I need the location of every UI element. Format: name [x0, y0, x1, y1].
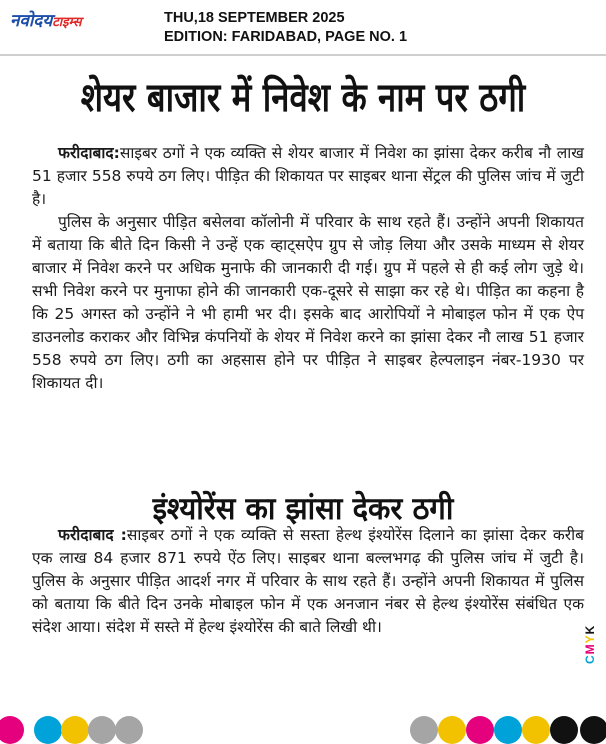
logo-part2: टाइम्स — [52, 15, 82, 30]
registration-dot-yellow — [522, 716, 550, 744]
article1-lead-text: साइबर ठगों ने एक व्यक्ति से शेयर बाजार में निवेश का झांसा देकर करीब नौ लाख 51 हजार 558 रुपये ठग लिए। पीड़ित की शिकायत पर साइबर थाना सेंट्रल की पुलिस जांच में जुटी है। — [32, 144, 584, 208]
article2-paragraph1 — [32, 524, 584, 639]
cmyk-c: C — [583, 654, 597, 664]
cmyk-y: Y — [583, 634, 597, 644]
edition-info — [164, 9, 407, 47]
masthead — [0, 0, 606, 52]
registration-dot-yellow — [438, 716, 466, 744]
registration-dot-yellow — [61, 716, 89, 744]
registration-dot-black — [550, 716, 578, 744]
article1-body — [32, 142, 584, 395]
newspaper-logo — [10, 8, 82, 31]
issue-date: THU,18 SEPTEMBER 2025 — [164, 10, 345, 26]
article1-paragraph2: पुलिस के अनुसार पीड़ित बसेलवा कॉलोनी में परिवार के साथ रहते हैं। उन्होंने अपनी शिकायत में बताया कि बीते दिन किसी ने उन्हें एक व्हाट्सऐप ग्रुप से जोड़ लिया और उसके माध्यम से शेयर बाजार में निवेश करने पर अधिक मुनाफे की जानकारी दी गई। ग्रुप में पहले से ही कई लोग जुड़े थे। सभी निवेश करने पर मुनाफा होने की जानकारी एक-दूसरे से साझा कर रहे थे। पीड़ित का कहना है कि 25 अगस्त को उन्होंने ने भी हामी भर दी। इसके बाद आरोपियों ने मोबाइल फोन में एक ऐप डाउनलोड कराकर और विभिन्न कंपनियों के शेयर में निवेश करने का झांसा देकर नौ लाख 51 हजार 558 रुपये ठग लिए। ठगी का अहसास होने पर पीड़ित ने साइबर हेल्पलाइन नंबर-1930 पर शिकायत दी। — [32, 213, 584, 392]
article2-headline: इंश्योरेंस का झांसा देकर ठगी — [152, 491, 454, 527]
registration-dot-black — [580, 716, 606, 744]
registration-dot-gray — [115, 716, 143, 744]
article1-paragraph1 — [32, 142, 584, 211]
article2-lead-text: साइबर ठगों ने एक व्यक्ति से सस्ता हेल्थ इंश्योरेंस दिलाने का झांसा देकर करीब एक लाख 84 हजार 871 रुपये ऐंठ लिए। साइबर थाना बल्लभगढ़ की पुलिस जांच में जुटी है। पुलिस के अनुसार पीड़ित आदर्श नगर में परिवार के साथ रहते हैं। उन्होंने अपनी शिकायत में पुलिस को बताया कि बीते दिन उनके मोबाइल फोन में एक अनजान नंबर से हेल्थ इंश्योरेंस संबंधित एक संदेश आया। संदेश में सस्ते में हेल्थ इंश्योरेंस की बाते लिखी थी। — [32, 526, 584, 636]
article1-dateline: फरीदाबाद: — [58, 144, 120, 162]
edition-page: EDITION: FARIDABAD, PAGE NO. 1 — [164, 29, 408, 45]
registration-dot-magenta — [0, 716, 24, 744]
header-divider — [0, 54, 606, 56]
article2-dateline: फरीदाबाद : — [58, 526, 127, 544]
logo-part1: नवोदय — [10, 11, 53, 31]
cmyk-print-mark — [583, 625, 597, 664]
cmyk-m: M — [583, 643, 597, 655]
registration-dot-magenta — [466, 716, 494, 744]
registration-dot-gray — [88, 716, 116, 744]
registration-dot-gray — [410, 716, 438, 744]
registration-dot-cyan — [34, 716, 62, 744]
article2-body — [32, 524, 584, 639]
registration-dot-cyan — [494, 716, 522, 744]
cmyk-k: K — [583, 624, 597, 635]
article1-headline: शेयर बाजार में निवेश के नाम पर ठगी — [80, 75, 526, 121]
